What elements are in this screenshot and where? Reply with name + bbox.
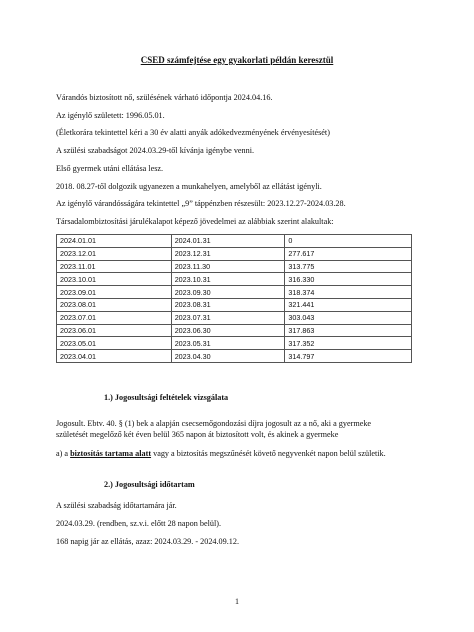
- section-2-heading: 2.) Jogosultsági időtartam: [104, 480, 195, 489]
- period-start-cell: 2023.06.01: [57, 324, 172, 337]
- period-end-cell: 2023.09.30: [171, 286, 285, 299]
- table-row: [57, 337, 412, 350]
- table-row: [57, 247, 412, 260]
- section-2-line-3: 168 napig jár az ellátás, azaz: 2024.03.29. - 2024.09.12.: [56, 537, 240, 546]
- period-start-cell: 2023.11.01: [57, 260, 172, 273]
- income-amount-cell: 303.043: [285, 311, 412, 324]
- income-table: [56, 234, 412, 363]
- period-start-cell: 2023.08.01: [57, 298, 172, 311]
- section-1-para-2-rest: vagy a biztosítás megszűnését követő negyvenkét napon belül születik.: [151, 449, 386, 458]
- income-amount-cell: 316.330: [285, 273, 412, 286]
- income-amount-cell: 321.441: [285, 298, 412, 311]
- section-1-heading: 1.) Jogosultsági feltételek vizsgálata: [104, 393, 229, 402]
- intro-line-7: Az igénylő várandósságára tekintettel „9” táppénzben részesült: 2023.12.27-2024.03.28.: [56, 199, 346, 208]
- period-start-cell: 2023.10.01: [57, 273, 172, 286]
- income-amount-cell: 317.863: [285, 324, 412, 337]
- period-start-cell: 2023.04.01: [57, 350, 172, 363]
- section-2-line-2: 2024.03.29. (rendben, sz.v.i. előtt 28 napon belül).: [56, 519, 222, 528]
- period-end-cell: 2024.01.31: [171, 235, 285, 248]
- period-start-cell: 2023.07.01: [57, 311, 172, 324]
- period-start-cell: 2023.09.01: [57, 286, 172, 299]
- income-amount-cell: 0: [285, 235, 412, 248]
- period-end-cell: 2023.07.31: [171, 311, 285, 324]
- table-row: [57, 350, 412, 363]
- period-start-cell: 2024.01.01: [57, 235, 172, 248]
- table-row: [57, 260, 412, 273]
- intro-line-2: Az igénylő született: 1996.05.01.: [56, 111, 165, 120]
- table-row: [57, 311, 412, 324]
- table-row: [57, 273, 412, 286]
- period-end-cell: 2023.08.31: [171, 298, 285, 311]
- period-end-cell: 2023.04.30: [171, 350, 285, 363]
- section-1-para-2: [56, 448, 420, 459]
- income-amount-cell: 313.775: [285, 260, 412, 273]
- table-row: [57, 235, 412, 248]
- table-row: [57, 298, 412, 311]
- intro-line-4: A szülési szabadságot 2024.03.29-től kívánja igénybe venni.: [56, 146, 255, 155]
- income-amount-cell: 314.797: [285, 350, 412, 363]
- income-amount-cell: 317.352: [285, 337, 412, 350]
- period-end-cell: 2023.06.30: [171, 324, 285, 337]
- document-title: CSED számfejtése egy gyakorlati példán keresztül: [140, 55, 334, 65]
- period-end-cell: 2023.05.31: [171, 337, 285, 350]
- table-row: [57, 324, 412, 337]
- intro-line-3: (Életkorára tekintettel kéri a 30 év alatti anyák adókedvezményének érvényesítését): [56, 128, 330, 137]
- period-start-cell: 2023.12.01: [57, 247, 172, 260]
- period-end-cell: 2023.11.30: [171, 260, 285, 273]
- table-row: [57, 286, 412, 299]
- income-amount-cell: 318.374: [285, 286, 412, 299]
- intro-line-5: Első gyermek utáni ellátása lesz.: [56, 164, 164, 173]
- income-amount-cell: 277.617: [285, 247, 412, 260]
- section-1-para-2-prefix: a) a: [56, 449, 71, 458]
- period-end-cell: 2023.12.31: [171, 247, 285, 260]
- section-1-para-1-line-2: születését megelőző két éven belül 365 napon át biztosított volt, és akinek a gyermeke: [56, 430, 339, 439]
- income-table-body: [57, 235, 412, 363]
- section-1-para-2-emphasis: biztosítás tartama alatt: [70, 449, 152, 458]
- intro-line-6: 2018. 08.27-től dolgozik ugyanezen a munkahelyen, amelyből az ellátást igényli.: [56, 182, 322, 191]
- section-2-line-1: A szülési szabadság időtartamára jár.: [56, 501, 177, 510]
- intro-line-8: Társadalombiztosítási járulékalapot képező jövedelmei az alábbiak szerint alakultak:: [56, 217, 334, 226]
- period-end-cell: 2023.10.31: [171, 273, 285, 286]
- page-number: 1: [235, 597, 239, 606]
- intro-line-1: Várandós biztosított nő, szülésének várható időpontja 2024.04.16.: [56, 93, 273, 102]
- period-start-cell: 2023.05.01: [57, 337, 172, 350]
- section-1-para-1-line-1: Jogosult. Ebtv. 40. § (1) bek a alapján csecsemőgondozási díjra jogosult az a nő, aki a gyermeke: [56, 419, 372, 428]
